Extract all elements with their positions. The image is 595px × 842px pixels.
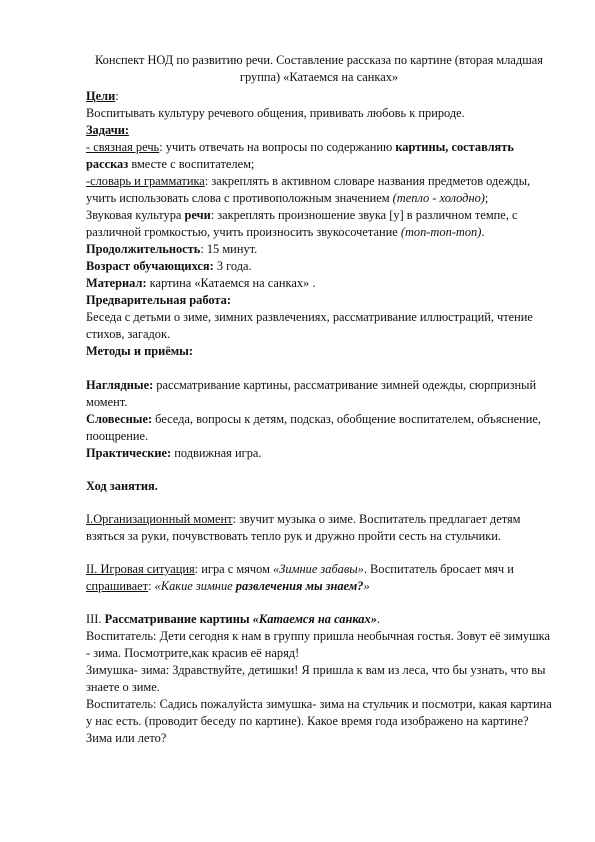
task-vocab-italic: (тепло - холодно): [392, 191, 485, 205]
lesson-part-2-label: II. Игровая ситуация: [86, 562, 195, 576]
methods-practical-label: Практические:: [86, 446, 172, 460]
document-title: Конспект НОД по развитию речи. Составление рассказа по картине (вторая младшая группа) «Катаемся на санках»: [95, 53, 543, 84]
lesson-part-1-label: I.Организационный момент: [86, 512, 233, 526]
dialogue-teacher-2: Воспитатель: Садись пожалуйста зимушка- зима на стульчик и посмотри, какая картина у нас есть. (проводит беседу по картине). Какое время года изображено на картине? Зима или лето?: [86, 697, 552, 745]
task-speech-text: : учить отвечать на вопросы по содержанию: [159, 140, 396, 154]
lesson-part-1: [86, 511, 552, 545]
age-value: 3 года.: [213, 259, 252, 273]
dialogue-winter: Зимушка- зима: Здравствуйте, детишки! Я пришла к вам из леса, что бы узнать, что вы знаете о зиме.: [86, 663, 546, 694]
lesson-part-3-end: .: [376, 612, 381, 626]
lesson-part-3-prefix: III.: [86, 612, 105, 626]
material-line: [86, 275, 552, 292]
task-vocab-label: -словарь и грамматика: [86, 174, 205, 188]
lesson-part-2-text-2: . Воспитатель бросает мяч и: [363, 562, 514, 576]
age-line: [86, 258, 552, 275]
duration-label: Продолжительность: [86, 242, 201, 256]
lesson-heading: Ход занятия.: [86, 479, 158, 493]
document-content: [86, 52, 552, 747]
spacer: [86, 462, 552, 478]
task-sound: [86, 207, 552, 241]
lesson-part-2-text: : игра с мячом: [194, 562, 274, 576]
lesson-part-3-bold: Рассматривание картины: [104, 612, 253, 626]
preliminary-text: Беседа с детьми о зиме, зимних развлечениях, рассматривание иллюстраций, чтение стихов, загадок.: [86, 310, 533, 341]
task-speech-bold: картины, составлять рассказ: [86, 140, 514, 171]
methods-visual-label: Наглядные:: [86, 378, 154, 392]
duration-value: : 15 минут.: [200, 242, 258, 256]
dialogue-teacher-1: Воспитатель: Дети сегодня к нам в группу пришла необычная гостья. Зовут её зимушка - зима. Посмотрите,как красив её наряд!: [86, 629, 551, 660]
lesson-part-3-title: «Катаемся на санках»: [252, 612, 377, 626]
lesson-part-2-asks: спрашивает: [86, 579, 149, 593]
goals-text: Воспитывать культуру речевого общения, прививать любовь к природе.: [86, 106, 465, 120]
material-value: картина «Катаемся на санках» .: [146, 276, 316, 290]
lesson-part-2-question-end: »: [363, 579, 370, 593]
preliminary-heading: Предварительная работа:: [86, 293, 231, 307]
methods-practical: [86, 445, 552, 462]
task-sound-text: Звуковая культура: [86, 208, 185, 222]
spacer: [86, 545, 552, 561]
lesson-part-2-game-name: «Зимние забавы»: [273, 562, 364, 576]
material-label: Материал:: [86, 276, 147, 290]
task-vocab-text: : закреплять в активном словаре названия предметов одежды, учить использовать слова с противоположным значением: [86, 174, 531, 205]
task-vocab: [86, 173, 552, 207]
methods-verbal-text: беседа, вопросы к детям, подсказ, обобщение воспитателем, объяснение, поощрение.: [86, 412, 542, 443]
task-speech-text-end: вместе с воспитателем;: [128, 157, 255, 171]
goals-heading: [86, 88, 552, 105]
goals-colon: :: [115, 89, 119, 103]
spacer: [86, 595, 552, 611]
task-sound-text-2: : закреплять произношение звука [у] в различном темпе, с различной громкостью, учить произносить звукосочетание: [86, 208, 518, 239]
task-speech: [86, 139, 552, 173]
methods-verbal: [86, 411, 552, 445]
lesson-part-1-text: : звучит музыка о зиме. Воспитатель предлагает детям взяться за руки, почувствовать тепло рук и дружно пройти сесть на стульчики.: [86, 512, 521, 543]
lesson-part-3: [86, 611, 552, 628]
lesson-part-2-colon: :: [148, 579, 155, 593]
tasks-heading: Задачи:: [86, 123, 129, 137]
lesson-part-2: [86, 561, 552, 595]
spacer: [86, 495, 552, 511]
duration-line: [86, 241, 552, 258]
task-vocab-end: ;: [484, 191, 489, 205]
task-speech-label: - связная речь: [86, 140, 160, 154]
task-sound-end: .: [481, 225, 485, 239]
methods-verbal-label: Словесные:: [86, 412, 153, 426]
spacer: [86, 360, 552, 377]
goals-label: Цели: [86, 89, 116, 103]
methods-visual: [86, 377, 552, 411]
methods-heading: Методы и приёмы:: [86, 344, 193, 358]
task-sound-italic: (топ-топ-топ): [400, 225, 482, 239]
lesson-part-2-question: «Какие зимние: [154, 579, 236, 593]
methods-visual-text: рассматривание картины, рассматривание зимней одежды, сюрпризный момент.: [86, 378, 537, 409]
methods-practical-text: подвижная игра.: [171, 446, 262, 460]
lesson-part-2-question-bold: развлечения мы знаем?: [235, 579, 364, 593]
task-sound-bold: речи: [184, 208, 211, 222]
age-label: Возраст обучающихся:: [86, 259, 214, 273]
